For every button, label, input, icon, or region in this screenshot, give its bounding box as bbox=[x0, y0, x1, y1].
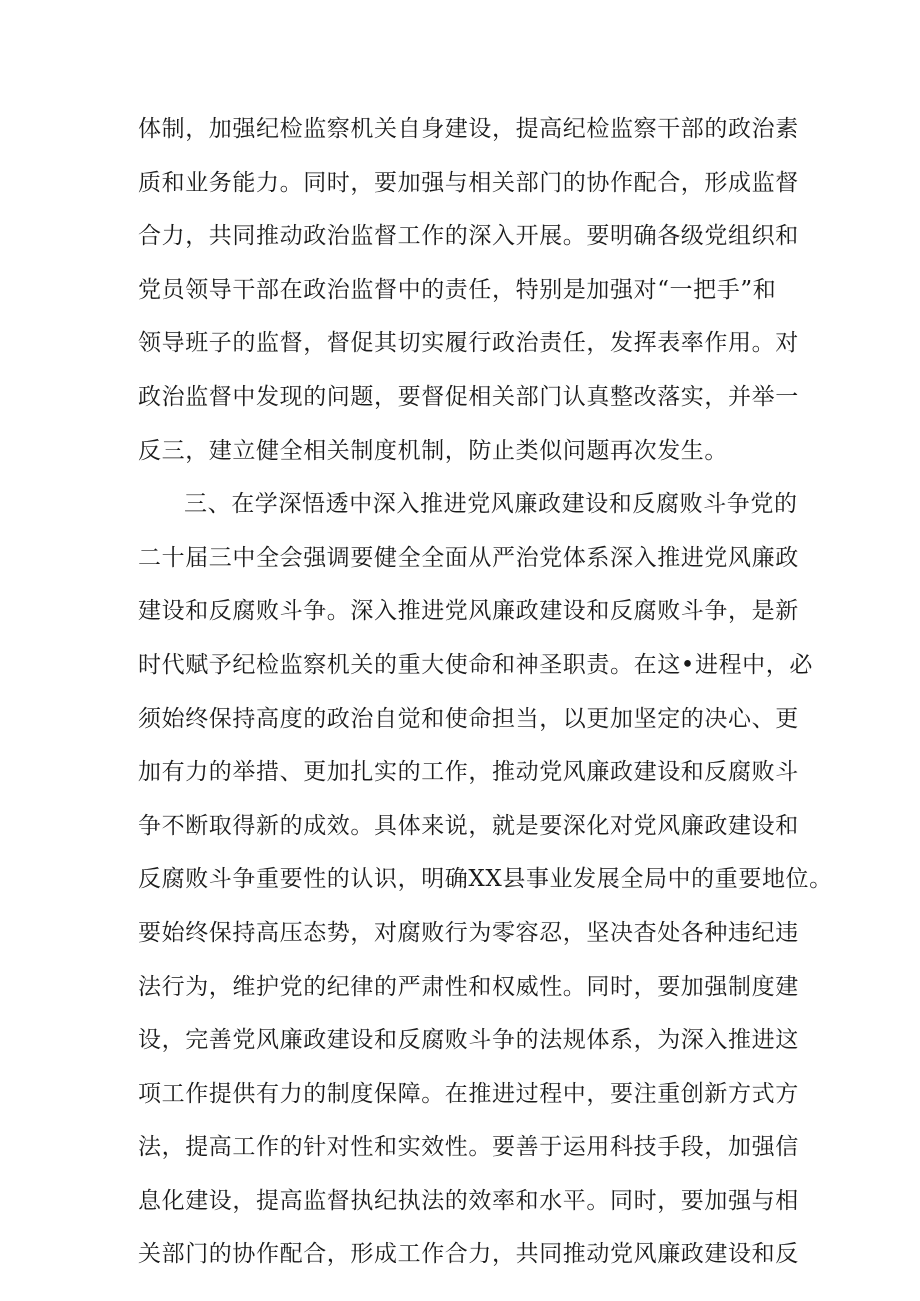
text-line: 时代赋予纪检监察机关的重大使命和神圣职责。在这•进程中，必 bbox=[138, 651, 813, 678]
text-line: 领导班子的监督，督促其切实履行政治责任，发挥表率作用。对 bbox=[138, 330, 799, 357]
text-line: 质和业务能力。同时，要加强与相关部门的协作配合，形成监督 bbox=[138, 169, 799, 196]
text-line: 争不断取得新的成效。具体来说，就是要深化对党风廉政建设和 bbox=[138, 812, 799, 839]
text-line: 法行为，维护党的纪律的严肃性和权威性。同时，要加强制度建 bbox=[138, 973, 799, 1000]
text-line: 设，完善党风廉政建设和反腐败斗争的法规体系，为深入推进这 bbox=[138, 1027, 799, 1054]
text-line: 须始终保持高度的政治自觉和使命担当，以更加坚定的决心、更 bbox=[138, 705, 799, 732]
text-line: 二十届三中全会强调要健全全面从严治党体系深入推进党风廉政 bbox=[138, 544, 799, 571]
text-line: 反腐败斗争重要性的认识，明确XX县事业发展全局中的重要地位。 bbox=[138, 866, 833, 893]
text-line: 体制，加强纪检监察机关自身建设，提高纪检监察干部的政治素 bbox=[138, 116, 799, 142]
text-line: 反三，建立健全相关制度机制，防止类似问题再次发生。 bbox=[138, 437, 728, 464]
text-line: 建设和反腐败斗争。深入推进党风廉政建设和反腐败斗争，是新 bbox=[138, 598, 799, 625]
text-line: 政治监督中发现的问题，要督促相关部门认真整改落实，并举一 bbox=[138, 383, 799, 410]
text-line: 息化建设，提高监督执纪执法的效率和水平。同时，要加强与相 bbox=[138, 1187, 799, 1214]
text-line: 项工作提供有力的制度保障。在推进过程中，要注重创新方式方 bbox=[138, 1080, 799, 1107]
text-line: 合力，共同推动政治监督工作的深入开展。要明确各级党组织和 bbox=[138, 223, 799, 250]
text-line: 党员领导干部在政治监督中的责任，特别是加强对“一把手”和 bbox=[138, 276, 777, 303]
body-text bbox=[138, 103, 833, 1282]
text-line: 关部门的协作配合，形成工作合力，共同推动党风廉政建设和反 bbox=[138, 1241, 799, 1268]
text-line: 加有力的举措、更加扎实的工作，推动党风廉政建设和反腐败斗 bbox=[138, 759, 799, 786]
text-line: 要始终保持高压态势，对腐败行为零容忍，坚决杳处各种违纪违 bbox=[138, 919, 799, 946]
section-heading-line: 三、在学深悟透中深入推进党风廉政建设和反腐败斗争党的 bbox=[184, 491, 798, 518]
text-line: 法，提高工作的针对性和实效性。要善于运用科技手段，加强信 bbox=[138, 1134, 799, 1161]
